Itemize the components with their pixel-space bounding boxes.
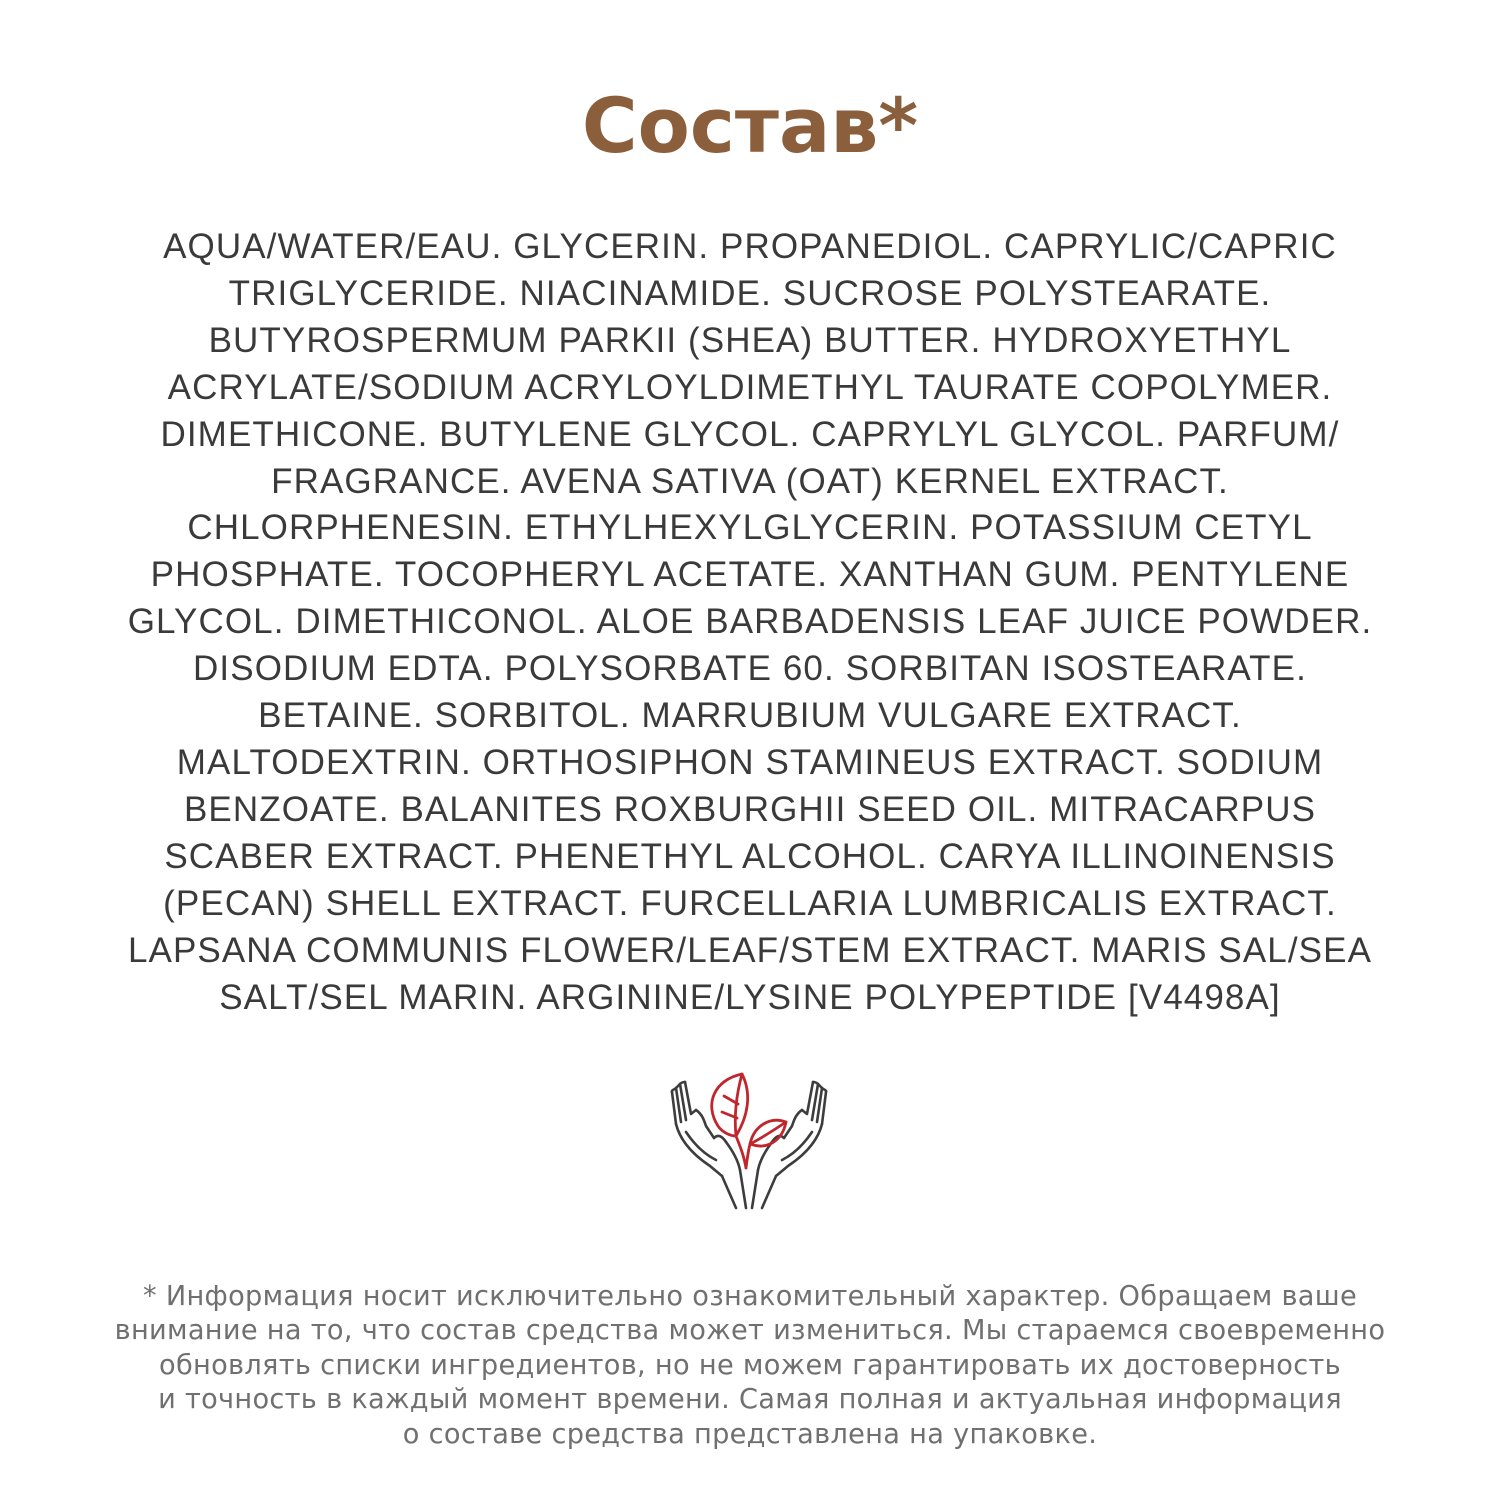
- ingredients-line: SALT/SEL MARIN. ARGININE/LYSINE POLYPEPTIDE [V4498A]: [219, 977, 1281, 1017]
- ingredients-line: (PECAN) SHELL EXTRACT. FURCELLARIA LUMBRICALIS EXTRACT.: [163, 883, 1337, 923]
- ingredients-line: CHLORPHENESIN. ETHYLHEXYLGLYCERIN. POTASSIUM CETYL: [187, 508, 1313, 548]
- ingredients-line: BENZOATE. BALANITES ROXBURGHII SEED OIL. MITRACARPUS: [183, 789, 1317, 829]
- ingredients-line: LAPSANA COMMUNIS FLOWER/LEAF/STEM EXTRACT. MARIS SAL/SEA: [127, 930, 1373, 970]
- disclaimer-line: * Информация носит исключительно ознакомительный характер. Обращаем ваше: [143, 1281, 1357, 1312]
- disclaimer-line: внимание на то, что состав средства может измениться. Мы стараемся своевременно: [114, 1315, 1386, 1347]
- ingredients-line: FRAGRANCE. AVENA SATIVA (OAT) KERNEL EXTRACT.: [271, 461, 1229, 501]
- ingredients-list: [40, 224, 1460, 1021]
- ingredients-line: PHOSPHATE. TOCOPHERYL ACETATE. XANTHAN GUM. PENTYLENE: [150, 555, 1350, 595]
- ingredients-line: ACRYLATE/SODIUM ACRYLOYLDIMETHYL TAURATE COPOLYMER.: [167, 367, 1333, 407]
- page-title: Состав*: [581, 81, 919, 170]
- ingredients-line: TRIGLYCERIDE. NIACINAMIDE. SUCROSE POLYSTEARATE.: [228, 273, 1272, 313]
- ingredients-line: DIMETHICONE. BUTYLENE GLYCOL. CAPRYLYL GLYCOL. PARFUM/: [160, 414, 1340, 454]
- disclaimer: [40, 1280, 1460, 1452]
- ingredients-line: SCABER EXTRACT. PHENETHYL ALCOHOL. CARYA ILLINOINENSIS: [164, 836, 1336, 876]
- ingredients-line: BUTYROSPERMUM PARKII (SHEA) BUTTER. HYDROXYETHYL: [208, 320, 1292, 360]
- disclaimer-line: обновлять списки ингредиентов, но не можем гарантировать их достоверность: [159, 1349, 1341, 1381]
- disclaimer-line: о составе средства представлена на упаковке.: [402, 1418, 1098, 1450]
- hands-with-leaves-icon: [666, 1070, 832, 1210]
- ingredients-line: GLYCOL. DIMETHICONOL. ALOE BARBADENSIS LEAF JUICE POWDER.: [127, 602, 1373, 642]
- ingredients-line: DISODIUM EDTA. POLYSORBATE 60. SORBITAN ISOSTEARATE.: [193, 649, 1307, 689]
- ingredients-line: BETAINE. SORBITOL. MARRUBIUM VULGARE EXTRACT.: [258, 696, 1242, 736]
- ingredients-line: MALTODEXTRIN. ORTHOSIPHON STAMINEUS EXTRACT. SODIUM: [176, 742, 1324, 782]
- ingredients-line: AQUA/WATER/EAU. GLYCERIN. PROPANEDIOL. CAPRYLIC/CAPRIC: [163, 227, 1337, 266]
- disclaimer-line: и точность в каждый момент времени. Самая полная и актуальная информация: [158, 1384, 1342, 1416]
